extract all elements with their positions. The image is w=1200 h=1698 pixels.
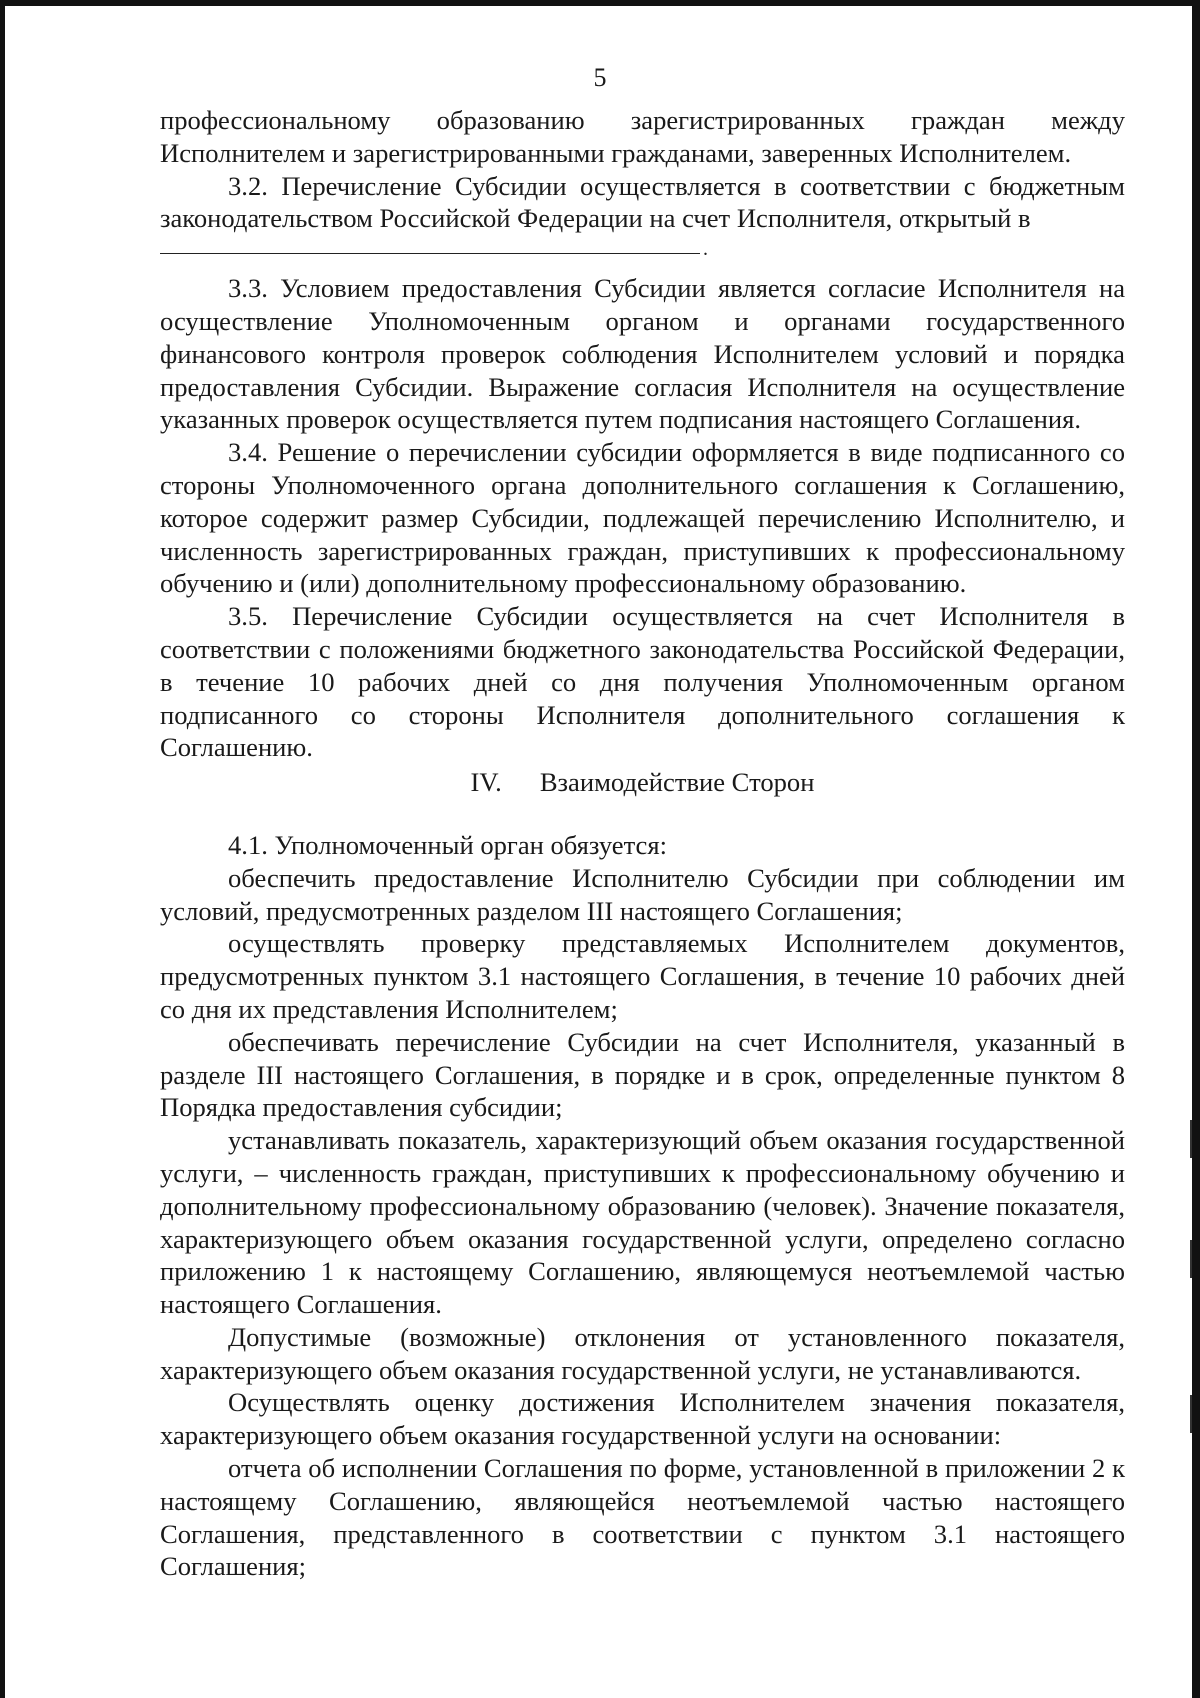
section-4-title: Взаимодействие Сторон — [539, 767, 815, 798]
paragraph-3-3: 3.3. Условием предоставления Субсидии является согласие Исполнителя на осуществление Уполномоченным органом и органами государственного финансового контроля проверок соблюдения Исполнителем условий и порядка предоставления Субсидии. Выражение согласия Исполнителя на осуществление указанных проверок осуществляется путем подписания настоящего Соглашения. — [160, 273, 1125, 435]
paragraph-4-1-g: отчета об исполнении Соглашения по форме, установленной в приложении 2 к настоящему Соглашению, являющейся неотъемлемой частью настоящего Соглашения, представленного в соответствии с пунктом 3.1 настоящего Соглашения; — [160, 1453, 1125, 1582]
paragraph-4-1: 4.1. Уполномоченный орган обязуется: — [228, 829, 667, 860]
scan-margin-mark — [1190, 1240, 1192, 1278]
paragraph-4-1-e: Допустимые (возможные) отклонения от установленного показателя, характеризующего объем оказания государственной услуги, не устанавливаются. — [160, 1321, 1125, 1385]
paragraph-3-4: 3.4. Решение о перечислении субсидии оформляется в виде подписанного со стороны Уполномоченного органа дополнительного соглашения к Соглашению, которое содержит размер Субсидии, подлежащей перечислению Исполнителю, и численность зарегистрированных граждан, приступивших к профессиональному обучению и (или) дополнительному профессиональному образованию. — [160, 437, 1125, 599]
paragraph-4-1-a: обеспечить предоставление Исполнителю Субсидии при соблюдении им условий, предусмотренных разделом III настоящего Соглашения; — [160, 862, 1125, 926]
scan-margin-mark — [1190, 1395, 1192, 1433]
page-number: 5 — [593, 63, 607, 92]
intro-line-2: Исполнителем и зарегистрированными гражданами, заверенных Исполнителем. — [160, 137, 1072, 168]
section-4-heading — [160, 766, 1125, 799]
paragraph-3-2: 3.2. Перечисление Субсидии осуществляется в соответствии с бюджетным законодательством Российской Федерации на счет Исполнителя, открытый в — [160, 170, 1125, 234]
paragraph-4-1-d: устанавливать показатель, характеризующий объем оказания государственной услуги, – численность граждан, приступивших к профессиональному обучению и дополнительному профессиональному образованию (человек). Значение показателя, характеризующего объем оказания государственной услуги, определено согласно приложению 1 к настоящему Соглашению, являющемуся неотъемлемой частью настоящего Соглашения. — [160, 1125, 1125, 1320]
paragraph-3-5: 3.5. Перечисление Субсидии осуществляется на счет Исполнителя в соответствии с положениями бюджетного законодательства Российской Федерации, в течение 10 рабочих дней со дня получения Уполномоченным органом подписанного со стороны Исполнителя дополнительного соглашения к Соглашению. — [160, 601, 1125, 763]
intro-line-1: профессиональному образованию зарегистрированных граждан между — [160, 105, 1125, 135]
paragraph-4-1-f: Осуществлять оценку достижения Исполнителем значения показателя, характеризующего объем оказания государственной услуги на основании: — [160, 1387, 1125, 1451]
account-blank-line: . — [160, 235, 700, 254]
scan-border-top — [0, 0, 1200, 6]
scan-border-left — [0, 0, 5, 1698]
document-body — [160, 104, 1125, 1583]
scan-margin-mark — [1190, 1120, 1192, 1158]
intro-paragraph — [160, 104, 1125, 170]
paragraph-4-1-b: осуществлять проверку представляемых Исполнителем документов, предусмотренных пунктом 3.1 настоящего Соглашения, в течение 10 рабочих дней со дня их представления Исполнителем; — [160, 928, 1125, 1024]
scan-border-right — [1192, 0, 1200, 1698]
section-4-number: IV. — [470, 767, 502, 798]
paragraph-4-1-c: обеспечивать перечисление Субсидии на счет Исполнителя, указанный в разделе III настоящего Соглашения, в порядке и в срок, определенные пунктом 8 Порядка предоставления субсидии; — [160, 1026, 1125, 1123]
